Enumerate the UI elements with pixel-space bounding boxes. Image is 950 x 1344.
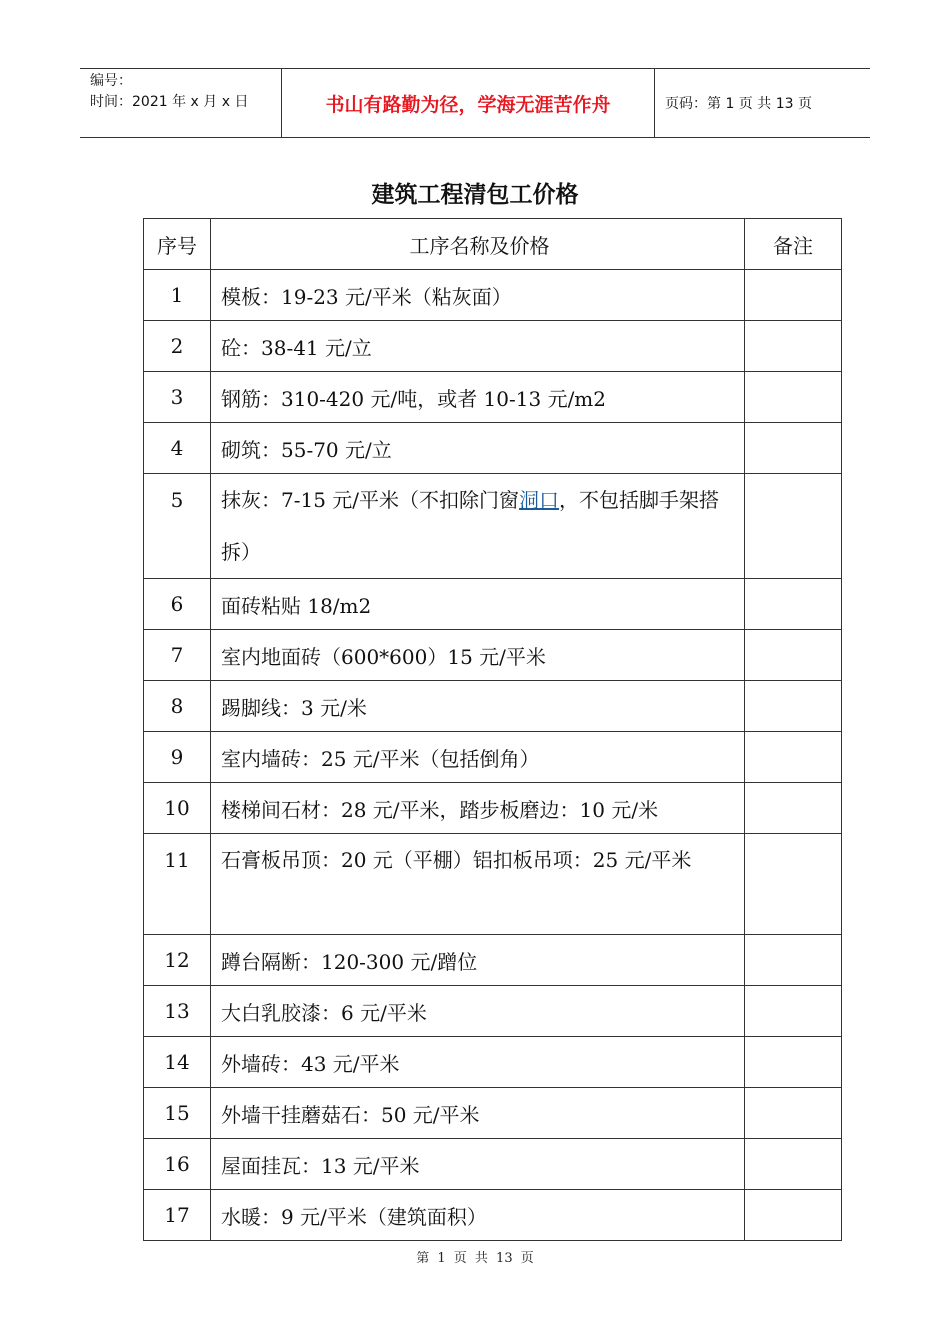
row-note [745, 732, 842, 783]
table-row [144, 986, 842, 1037]
row-note [745, 1037, 842, 1088]
row-number: 17 [144, 1190, 211, 1241]
row-note [745, 1139, 842, 1190]
table-row [144, 321, 842, 372]
row-note [745, 372, 842, 423]
row-number: 4 [144, 423, 211, 474]
row-number: 2 [144, 321, 211, 372]
row-description: 外墙干挂蘑菇石：50 元/平米 [211, 1088, 745, 1139]
row-number: 15 [144, 1088, 211, 1139]
row-description: 砌筑：55-70 元/立 [211, 423, 745, 474]
row-note [745, 423, 842, 474]
table-row [144, 630, 842, 681]
table-row [144, 935, 842, 986]
row-description: 砼：38-41 元/立 [211, 321, 745, 372]
header-motto: 书山有路勤为径，学海无涯苦作舟 [325, 93, 611, 116]
row-note [745, 579, 842, 630]
table-row [144, 834, 842, 935]
table-row [144, 783, 842, 834]
row-note [745, 1088, 842, 1139]
table-row [144, 1190, 842, 1241]
row-note [745, 321, 842, 372]
row-note [745, 270, 842, 321]
row-note [745, 935, 842, 986]
row-description: 模板：19-23 元/平米（粘灰面） [211, 270, 745, 321]
row-description: 钢筋：310-420 元/吨，或者 10-13 元/m2 [211, 372, 745, 423]
table-row [144, 732, 842, 783]
row-description: 面砖粘贴 18/m2 [211, 579, 745, 630]
row-description: 室内地面砖（600*600）15 元/平米 [211, 630, 745, 681]
row-description: 水暖：9 元/平米（建筑面积） [211, 1190, 745, 1241]
row-number: 16 [144, 1139, 211, 1190]
table-row [144, 1037, 842, 1088]
row-number: 5 [144, 474, 211, 579]
row-description-part: ，不包括脚手架搭拆） [221, 488, 720, 564]
header-page-number: 页码：第 1 页 共 13 页 [665, 96, 812, 112]
row-description: 室内墙砖：25 元/平米（包括倒角） [211, 732, 745, 783]
row-note [745, 630, 842, 681]
row-description-part: 抹灰：7-15 元/平米（不扣除门窗 [221, 488, 520, 512]
table-row [144, 474, 842, 579]
document-number-label: 编号： [90, 73, 132, 89]
table-row [144, 372, 842, 423]
row-number: 11 [144, 834, 211, 935]
row-note [745, 834, 842, 935]
row-description [211, 474, 745, 579]
row-description: 大白乳胶漆：6 元/平米 [211, 986, 745, 1037]
table-row [144, 681, 842, 732]
table-row [144, 1139, 842, 1190]
column-header-desc: 工序名称及价格 [211, 219, 745, 270]
row-number: 14 [144, 1037, 211, 1088]
page-header [80, 68, 870, 138]
row-number: 6 [144, 579, 211, 630]
row-note [745, 474, 842, 579]
row-description: 石膏板吊顶：20 元（平棚）铝扣板吊项：25 元/平米 [211, 834, 745, 935]
row-number: 9 [144, 732, 211, 783]
column-header-no: 序号 [144, 219, 211, 270]
header-divider [654, 69, 655, 137]
hole-link[interactable]: 洞口 [519, 488, 560, 512]
table-row [144, 579, 842, 630]
table-row [144, 423, 842, 474]
row-note [745, 1190, 842, 1241]
column-header-note: 备注 [745, 219, 842, 270]
row-description: 屋面挂瓦：13 元/平米 [211, 1139, 745, 1190]
row-description: 踢脚线：3 元/米 [211, 681, 745, 732]
row-description: 楼梯间石材：28 元/平米，踏步板磨边：10 元/米 [211, 783, 745, 834]
document-title: 建筑工程清包工价格 [371, 181, 579, 208]
row-description: 外墙砖：43 元/平米 [211, 1037, 745, 1088]
row-number: 13 [144, 986, 211, 1037]
document-time-label: 时间：2021 年 x 月 x 日 [90, 94, 249, 110]
row-number: 12 [144, 935, 211, 986]
row-number: 10 [144, 783, 211, 834]
row-description: 蹲台隔断：120-300 元/蹭位 [211, 935, 745, 986]
row-number: 1 [144, 270, 211, 321]
page-footer: 第 1 页 共 13 页 [416, 1251, 534, 1266]
row-note [745, 681, 842, 732]
row-note [745, 783, 842, 834]
row-number: 7 [144, 630, 211, 681]
table-row [144, 270, 842, 321]
price-table [143, 218, 842, 1241]
header-meta [90, 71, 280, 113]
table-header-row [144, 219, 842, 270]
table-row [144, 1088, 842, 1139]
row-note [745, 986, 842, 1037]
row-number: 8 [144, 681, 211, 732]
row-number: 3 [144, 372, 211, 423]
